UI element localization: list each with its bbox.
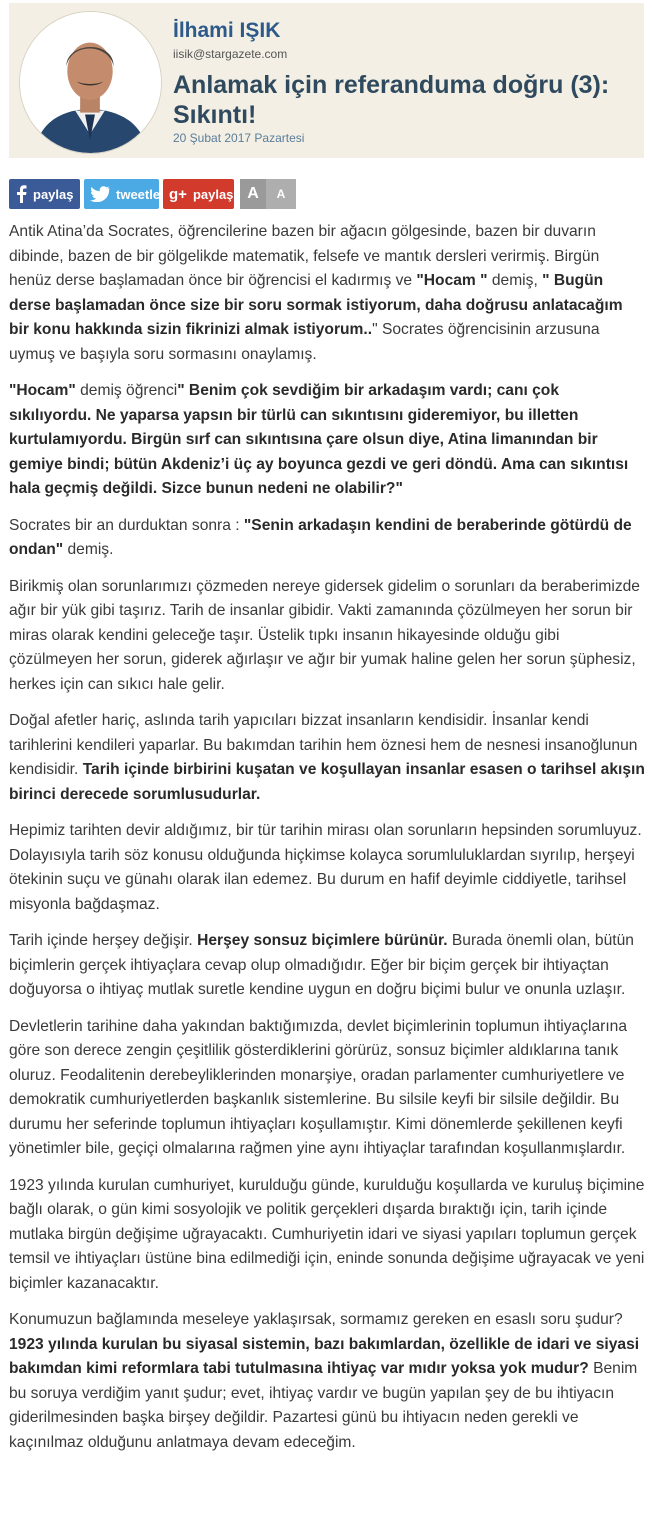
google-plus-icon: g+ <box>169 185 187 203</box>
paragraph-text: demiş. <box>63 541 114 558</box>
paragraph-text: demiş öğrenci <box>75 382 178 399</box>
article-body <box>9 220 645 1467</box>
paragraph-text: 1923 yılında kurulan cumhuriyet, kurulduğu günde, kurulduğu koşullarda ve kuruluş biçimine bağlı olarak, o gün kimi sosyolojik ve politik gerçekleri dışarda bıraktığı için, tarih içinde mutlaka birgün değişime uğrayacaktı. Cumhuriyetin idari ve siyasi yapıları toplumun gerçek temsil ve ihtiyaçları üstüne bina edilmediği için, eninde sonunda değişime uğrayacak ve yeni biçimler kazanacaktır. <box>9 1176 645 1292</box>
font-decrease-button[interactable]: A <box>266 179 296 209</box>
google-plus-share-button[interactable] <box>163 179 234 209</box>
article-paragraph <box>9 379 645 502</box>
author-name[interactable]: İlhami IŞIK <box>173 19 281 42</box>
twitter-share-button[interactable] <box>84 179 159 209</box>
bold-text: "Senin arkadaşın kendini de beraberinde götürdü de ondan" <box>9 516 632 558</box>
article-paragraph <box>9 1174 645 1297</box>
bold-text: 1923 yılında kurulan bu siyasal sistemin, bazı bakımlardan, özellikle de idari ve siyasi bakımdan kimi reformlara tabi tutulmasına ihtiyaç var mıdır yoksa yok mudur? <box>9 1335 640 1377</box>
bold-text: Herşey sonsuz biçimlere bürünür. <box>197 932 448 949</box>
font-increase-button[interactable]: A <box>240 179 266 209</box>
article-paragraph <box>9 1308 645 1455</box>
paragraph-text: Devletlerin tarihine daha yakından baktığımızda, devlet biçimlerinin toplumun ihtiyaçlarına göre son derece zengin çeşitlilik gösterdiklerini görürüz, sonsuz biçimler aldıklarına tanık oluruz. Feodalitenin derebeyliklerinden monarşiye, oradan parlamenter cumhuriyetlere ve demokratik cumhuriyetlerden başkanlık sistemlerine. Bu silsile keyfi bir silsile değildir. Bu durumu her seferinde toplumun ihtiyaçları koşullamıştır. Kimi dönemlerde şekillenen keyfi yönetimler bile, geçiçi olmalarına rağmen yine aynı ihtiyaçlar tarafından koşullanmışlardır. <box>9 1017 628 1157</box>
bold-text: "Hocam" <box>9 382 76 399</box>
article-paragraph <box>9 220 645 367</box>
author-header <box>9 3 644 158</box>
bold-text: " Benim çok sevdiğim bir arkadaşım vardı; canı çok sıkılıyordu. Ne yaparsa yapsın bir türlü can sıkıntısını gideremiyor, bu illetten kurtulamıyordu. Birgün sırf can sıkıntısına çare olsun diye, Atina limanından bir gemiye bindi; bütün Akdeniz’i üç ay boyunca gezdi ve geri döndü. Ama can sıkıntısı hala geçmiş değildi. Sizce bunun nedeni ne olabilir?" <box>9 382 629 497</box>
paragraph-text: " Socrates öğrencisinin arzusuna uymuş ve başıyla soru sormasını onaylamış. <box>9 321 600 363</box>
paragraph-text: Birikmiş olan sorunlarımızı çözmeden nereye gidersek gidelim o sorunları da beraberimizde ağır bir yük gibi taşırız. Tarih de insanlar gibidir. Vakti zamanında çözülmeyen her sorun bir miras olarak kendini geleceğe taşır. Üstelik tıpkı insanın hikayesinde olduğu gibi çözülmeyen her sorun, giderek ağırlaşır ve ağır bir yumak haline gelen her sorun şüphesiz, herkes için can sıkıcı hale gelir. <box>9 577 640 693</box>
paragraph-text: Konumuzun bağlamında meseleye yaklaşırsak, sormamız gereken en esaslı soru şudur? <box>9 1311 623 1328</box>
twitter-share-label: tweetle <box>116 186 161 202</box>
article-date: 20 Şubat 2017 Pazartesi <box>173 131 305 145</box>
article-title: Anlamak için referanduma doğru (3): Sıkıntı! <box>173 71 610 129</box>
author-email[interactable]: iisik@stargazete.com <box>173 47 288 61</box>
google-plus-share-label: paylaş <box>192 186 234 202</box>
article-paragraph <box>9 709 645 807</box>
paragraph-text: Socrates bir an durduktan sonra : <box>9 516 244 534</box>
paragraph-text: Tarih içinde herşey değişir. <box>9 932 198 949</box>
paragraph-text: Doğal afetler hariç, aslında tarih yapıcıları bizzat insanların kendisidir. İnsanlar kendi tarihlerini kendileri yaparlar. Bu bakımdan tarihin hem öznesi hem de nesnesi insanoğlunun kendisidir. <box>9 712 638 778</box>
paragraph-text: Antik Atina’da Socrates, öğrencilerine bazen bir ağacın gölgesinde, bazen bir duvarın dibinde, bazen de bir gölgelikde matematik, felsefe ve mantık dersleri verirmiş. Birgün henüz derse başlamadan önce bir öğrencisi el kadırmış ve <box>9 223 600 289</box>
article-paragraph <box>9 575 645 698</box>
article-paragraph <box>9 929 645 1003</box>
twitter-bird-icon <box>90 186 110 202</box>
facebook-icon <box>15 185 27 203</box>
share-bar <box>9 179 296 209</box>
bold-text: " Bugün derse başlamadan önce size bir soru sormak istiyorum, daha doğrusu anlatacağım bir konu hakkında sizin fikrinizi almak istiyorum.. <box>9 272 623 338</box>
paragraph-text: Benim bu soruya verdiğim yanıt şudur; evet, ihtiyaç vardır ve bugün yapılan şey de bu ihtiyacın giderilmesinden başka birşey değildir. Pazartesi günü bu ihtiyacın neden gerekli ve kaçınılmaz olduğunu anlatmaya devam edeceğim. <box>9 1360 638 1451</box>
article-paragraph <box>9 819 645 917</box>
article-paragraph <box>9 1015 645 1162</box>
article-paragraph <box>9 514 645 563</box>
facebook-share-button[interactable] <box>9 179 80 209</box>
bold-text: "Hocam " <box>416 272 488 289</box>
paragraph-text: Burada önemli olan, bütün biçimlerin gerçek ihtiyaçlara cevap olup olmadığıdır. Eğer bir biçim gerçek bir ihtiyaçtan doğuyorsa o ihtiyaç mutlak suretle kendine uygun en doğru biçimi bulur ve onunla uzlaşır. <box>9 932 634 998</box>
bold-text: Tarih içinde birbirini kuşatan ve koşullayan insanlar esasen o tarihsel akışın birinci derecede sorumlusudurlar. <box>9 761 645 803</box>
author-avatar[interactable] <box>19 11 162 154</box>
author-portrait-icon <box>20 12 161 153</box>
paragraph-text: Hepimiz tarihten devir aldığımız, bir tür tarihin mirası olan sorunların hepsinden sorumluyuz. Dolayısıyla tarih söz konusu olduğunda hiçkimse kolayca sorumluluklardan sıyrılıp, herşeyi ötekinin suçu ve günahı olarak ilan edemez. Bu durum en hafif deyimle ciddiyetle, tarihsel misyonla bağdaşmaz. <box>9 822 642 913</box>
facebook-share-label: paylaş <box>33 186 74 202</box>
paragraph-text: demiş, <box>487 272 543 289</box>
